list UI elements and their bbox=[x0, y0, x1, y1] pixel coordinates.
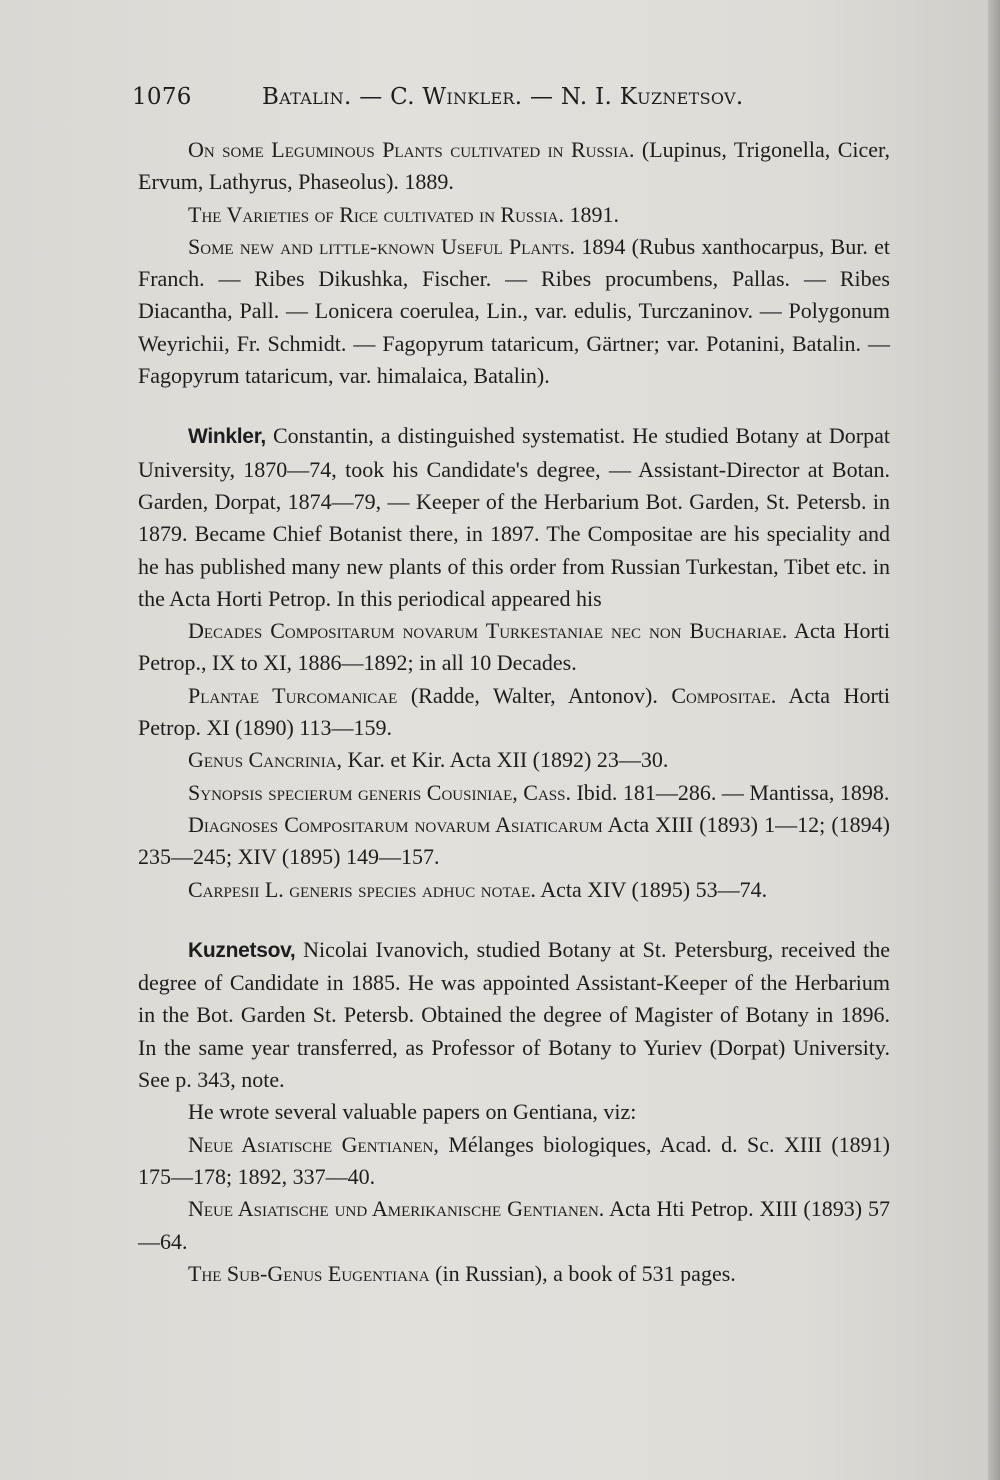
page-body bbox=[138, 134, 890, 1290]
work-details: Acta Horti Petrop. XI (1890) 113—159. bbox=[138, 682, 891, 741]
work-details: Acta Hti Petrop. XIII (1893) 57—64. bbox=[138, 1196, 891, 1254]
work-details: (Lupinus, Trigonella, Cicer, Ervum, Lathyrus, Phaseolus). 1889. bbox=[138, 137, 890, 195]
bibliography-entry bbox=[138, 809, 890, 874]
work-details: (Radde, Walter, Antonov). bbox=[397, 682, 672, 708]
bibliography-entry bbox=[138, 134, 890, 199]
bibliography-entry bbox=[138, 777, 890, 809]
bibliography-entry bbox=[138, 615, 890, 680]
bibliography-entry bbox=[138, 1193, 890, 1258]
work-details: Kar. et Kir. Acta XII (1892) 23—30. bbox=[342, 747, 669, 773]
work-title: Plantae Turcomanicae bbox=[188, 682, 398, 708]
work-title-part: Compositae. bbox=[671, 682, 777, 708]
biography-text: Constantin, a distinguished systematist. He studied Botany at Dorpat University, 1870—74, took his Candidate's degree, — Assistant-Director at Botan. Garden, Dorpat, 1874—79, — Keeper of the Herbarium Bot. Garden, St. Petersb. in 1879. Became Chief Botanist there, in 1897. The Compositae are his speciality and he has published many new plants of this order from Russian Turkestan, Tibet etc. in the Acta Horti Petrop. In this periodical appeared his bbox=[138, 423, 890, 611]
page-spine-shadow bbox=[988, 0, 1000, 1480]
work-title: Neue Asiatische Gentianen, bbox=[188, 1131, 439, 1157]
section-gap bbox=[138, 906, 890, 934]
bibliography-entry bbox=[138, 744, 890, 776]
work-title: Carpesii L. generis species adhuc notae. bbox=[188, 876, 536, 902]
work-details: 1891. bbox=[563, 201, 619, 227]
work-title: Decades Compositarum novarum Turkestaniae nec non Buchariae. bbox=[188, 618, 788, 644]
work-title: On some Leguminous Plants cultivated in Russia. bbox=[188, 137, 635, 162]
work-details: Acta XIII (1893) 1—12; (1894) 235—245; XIV (1895) 149—157. bbox=[138, 811, 890, 870]
bibliography-entry bbox=[138, 199, 890, 231]
work-details: Acta XIV (1895) 53—74. bbox=[535, 876, 768, 902]
work-title: Some new and little-known Useful Plants. bbox=[188, 233, 576, 259]
work-details: Ibid. 181—286. — Mantissa, 1898. bbox=[570, 779, 890, 805]
bibliography-entry bbox=[138, 680, 890, 745]
work-title: The Varieties of Rice cultivated in Russia. bbox=[188, 201, 564, 227]
bibliography-entry bbox=[138, 874, 890, 906]
bibliography-entry bbox=[138, 1258, 890, 1290]
section-gap bbox=[138, 392, 890, 420]
running-head bbox=[132, 84, 772, 116]
work-title: Synopsis specierum generis Cousiniae, Cass. bbox=[188, 779, 571, 805]
work-title: The Sub-Genus Eugentiana bbox=[188, 1260, 430, 1286]
work-title: Neue Asiatische und Amerikanische Gentianen. bbox=[188, 1196, 605, 1222]
work-details: (in Russian), a book of 531 pages. bbox=[429, 1260, 736, 1286]
bibliography-entry bbox=[138, 231, 890, 392]
kuznetsov-biography bbox=[138, 934, 890, 1096]
page-number: 1076 bbox=[132, 84, 192, 110]
entry-name: Kuznetsov, bbox=[188, 938, 296, 962]
running-title: Batalin. — C. Winkler. — N. I. Kuznetsov. bbox=[262, 84, 744, 110]
work-details: 1894 (Rubus xanthocarpus, Bur. et Franch. — Ribes Dikushka, Fischer. — Ribes procumbens, Pallas. — Ribes Diacantha, Pall. — Lonicera coerulea, Lin., var. edulis, Turczaninov. — Polygonum Weyrichii, Fr. Schmidt. — Fagopyrum tataricum, Gärtner; var. Potanini, Batalin. — Fagopyrum tataricum, var. himalaica, Batalin). bbox=[138, 233, 890, 389]
work-title: Diagnoses Compositarum novarum Asiaticarum bbox=[188, 811, 603, 837]
winkler-biography bbox=[138, 420, 890, 615]
biography-text: Nicolai Ivanovich, studied Botany at St. Petersburg, received the degree of Candidate in 1885. He was appointed Assistant-Keeper of the Herbarium in the Bot. Garden St. Petersb. Obtained the degree of Magister of Botany in 1896. In the same year transferred, as Professor of Botany to Yuriev (Dorpat) University. See p. 343, note. bbox=[138, 936, 890, 1093]
work-title: Genus Cancrinia, bbox=[188, 747, 343, 773]
work-details: Acta Horti Petrop., IX to XI, 1886—1892; in all 10 Decades. bbox=[138, 618, 890, 676]
bibliography-entry bbox=[138, 1129, 890, 1194]
entry-name: Winkler, bbox=[188, 425, 266, 449]
intro-text: He wrote several valuable papers on Gentiana, viz: bbox=[188, 1099, 637, 1125]
work-details: Mélanges biologiques, Acad. d. Sc. XIII (1891) 175—178; 1892, 337—40. bbox=[138, 1131, 890, 1189]
